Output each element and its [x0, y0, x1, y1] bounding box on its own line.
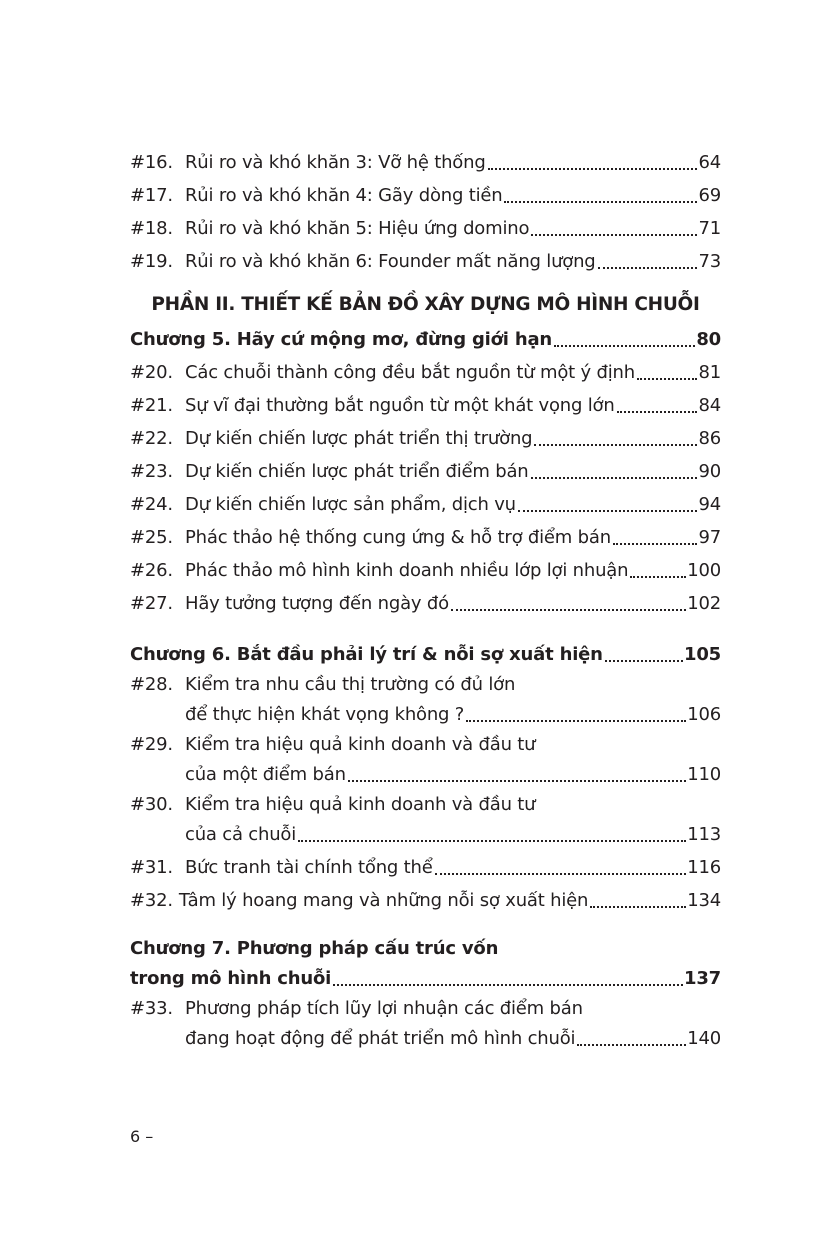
chapter-title-line1: Chương 7. Phương pháp cấu trúc vốn [130, 938, 499, 959]
entry-title-line2: của một điểm bán [185, 764, 346, 785]
entry-title: Dự kiến chiến lược sản phẩm, dịch vụ [185, 494, 516, 515]
entry-page: 86 [698, 428, 721, 449]
entry-number: #30. [130, 794, 173, 815]
entry-number: #22. [130, 428, 173, 449]
entry-title-line1: Kiểm tra hiệu quả kinh doanh và đầu tư [185, 734, 536, 755]
table-of-contents [130, 146, 721, 1055]
entry-page: 140 [687, 1028, 721, 1049]
entry-title: Phác thảo mô hình kinh doanh nhiều lớp lợi nhuận [185, 560, 629, 581]
entry-number: #21. [130, 395, 173, 416]
entry-page: 84 [698, 395, 721, 416]
toc-entry [130, 146, 721, 179]
entry-number: #29. [130, 734, 173, 755]
entry-number: #32. [130, 890, 173, 911]
entry-number: #18. [130, 218, 173, 239]
toc-entry [130, 995, 721, 1055]
chapter-heading [130, 638, 721, 671]
dot-leader [531, 234, 697, 236]
entry-title: Các chuỗi thành công đều bắt nguồn từ một ý định [185, 362, 635, 383]
entry-title: Rủi ro và khó khăn 4: Gãy dòng tiền [185, 185, 503, 206]
entry-number: #20. [130, 362, 173, 383]
entry-title: Bức tranh tài chính tổng thể [185, 857, 433, 878]
dot-leader [531, 477, 698, 479]
entry-title-line2: đang hoạt động để phát triển mô hình chuỗi [185, 1028, 576, 1049]
entry-page: 100 [687, 560, 721, 581]
dot-leader [534, 444, 697, 446]
entry-number: #24. [130, 494, 173, 515]
entry-page: 64 [698, 152, 721, 173]
entry-page: 102 [687, 593, 721, 614]
entry-title-line1: Kiểm tra nhu cầu thị trường có đủ lớn [185, 674, 516, 695]
chapter-title: Chương 5. Hãy cứ mộng mơ, đừng giới hạn [130, 329, 553, 350]
entry-number: #26. [130, 560, 173, 581]
dot-leader [518, 510, 698, 512]
entry-page: 71 [698, 218, 721, 239]
dot-leader [554, 345, 695, 347]
dot-leader [613, 543, 698, 545]
dot-leader [630, 576, 686, 578]
entry-page: 94 [698, 494, 721, 515]
entry-number: #23. [130, 461, 173, 482]
entry-page: 106 [687, 704, 721, 725]
entry-title-line2: của cả chuỗi [185, 824, 297, 845]
chapter-page: 137 [684, 968, 721, 989]
dot-leader [637, 378, 698, 380]
dot-leader [577, 1044, 686, 1046]
toc-entry [130, 245, 721, 278]
toc-entry [130, 455, 721, 488]
entry-title: Dự kiến chiến lược phát triển thị trường [185, 428, 533, 449]
entry-title: Hãy tưởng tượng đến ngày đó [185, 593, 449, 614]
toc-entry [130, 212, 721, 245]
entry-page: 97 [698, 527, 721, 548]
dot-leader [488, 168, 698, 170]
toc-entry [130, 389, 721, 422]
dot-leader [598, 267, 698, 269]
entry-title: Rủi ro và khó khăn 5: Hiệu ứng domino [185, 218, 530, 239]
dot-leader [348, 780, 686, 782]
toc-entry [130, 179, 721, 212]
chapter-page: 80 [696, 329, 721, 350]
toc-entry [130, 356, 721, 389]
dot-leader [605, 660, 683, 662]
entry-page: 110 [687, 764, 721, 785]
dot-leader [435, 873, 687, 875]
entry-title-line1: Kiểm tra hiệu quả kinh doanh và đầu tư [185, 794, 536, 815]
entry-title: Sự vĩ đại thường bắt nguồn từ một khát vọng lớn [185, 395, 615, 416]
dot-leader [617, 411, 698, 413]
entry-title: Rủi ro và khó khăn 6: Founder mất năng lượng [185, 251, 596, 272]
entry-page: 73 [698, 251, 721, 272]
toc-entry [130, 791, 721, 851]
chapter-heading [130, 935, 721, 995]
entry-page: 69 [698, 185, 721, 206]
chapter-heading [130, 323, 721, 356]
entry-page: 90 [698, 461, 721, 482]
entry-title-line1: Phương pháp tích lũy lợi nhuận các điểm bán [185, 998, 583, 1019]
entry-title: Dự kiến chiến lược phát triển điểm bán [185, 461, 529, 482]
toc-entry [130, 554, 721, 587]
chapter-title-line2: trong mô hình chuỗi [130, 968, 332, 989]
toc-entry [130, 851, 721, 884]
dot-leader [298, 840, 686, 842]
entry-page: 81 [698, 362, 721, 383]
entry-page: 116 [687, 857, 721, 878]
entry-number: #17. [130, 185, 173, 206]
entry-number: #33. [130, 998, 173, 1019]
toc-entry [130, 521, 721, 554]
page-number: 6 – [130, 1127, 154, 1146]
chapter-title: Chương 6. Bắt đầu phải lý trí & nỗi sợ xuất hiện [130, 644, 603, 665]
toc-entry [130, 422, 721, 455]
dot-leader [333, 984, 683, 986]
toc-entry [130, 488, 721, 521]
chapter-page: 105 [684, 644, 721, 665]
dot-leader [504, 201, 697, 203]
entry-number: #25. [130, 527, 173, 548]
dot-leader [451, 609, 686, 611]
toc-entry [130, 731, 721, 791]
entry-page: 113 [687, 824, 721, 845]
dot-leader [590, 906, 686, 908]
part-heading: PHẦN II. THIẾT KẾ BẢN ĐỒ XÂY DỰNG MÔ HÌNH CHUỖI [151, 294, 700, 315]
entry-title: Phác thảo hệ thống cung ứng & hỗ trợ điểm bán [185, 527, 611, 548]
entry-number: #28. [130, 674, 173, 695]
entry-number: #27. [130, 593, 173, 614]
entry-page: 134 [687, 890, 721, 911]
toc-entry [130, 587, 721, 620]
entry-number: #31. [130, 857, 173, 878]
toc-entry [130, 671, 721, 731]
entry-number: #19. [130, 251, 173, 272]
entry-title-line2: để thực hiện khát vọng không ? [185, 704, 465, 725]
toc-entry [130, 884, 721, 917]
entry-number: #16. [130, 152, 173, 173]
entry-title: Tâm lý hoang mang và những nỗi sợ xuất hiện [178, 890, 589, 911]
dot-leader [466, 720, 686, 722]
entry-title: Rủi ro và khó khăn 3: Vỡ hệ thống [185, 152, 486, 173]
